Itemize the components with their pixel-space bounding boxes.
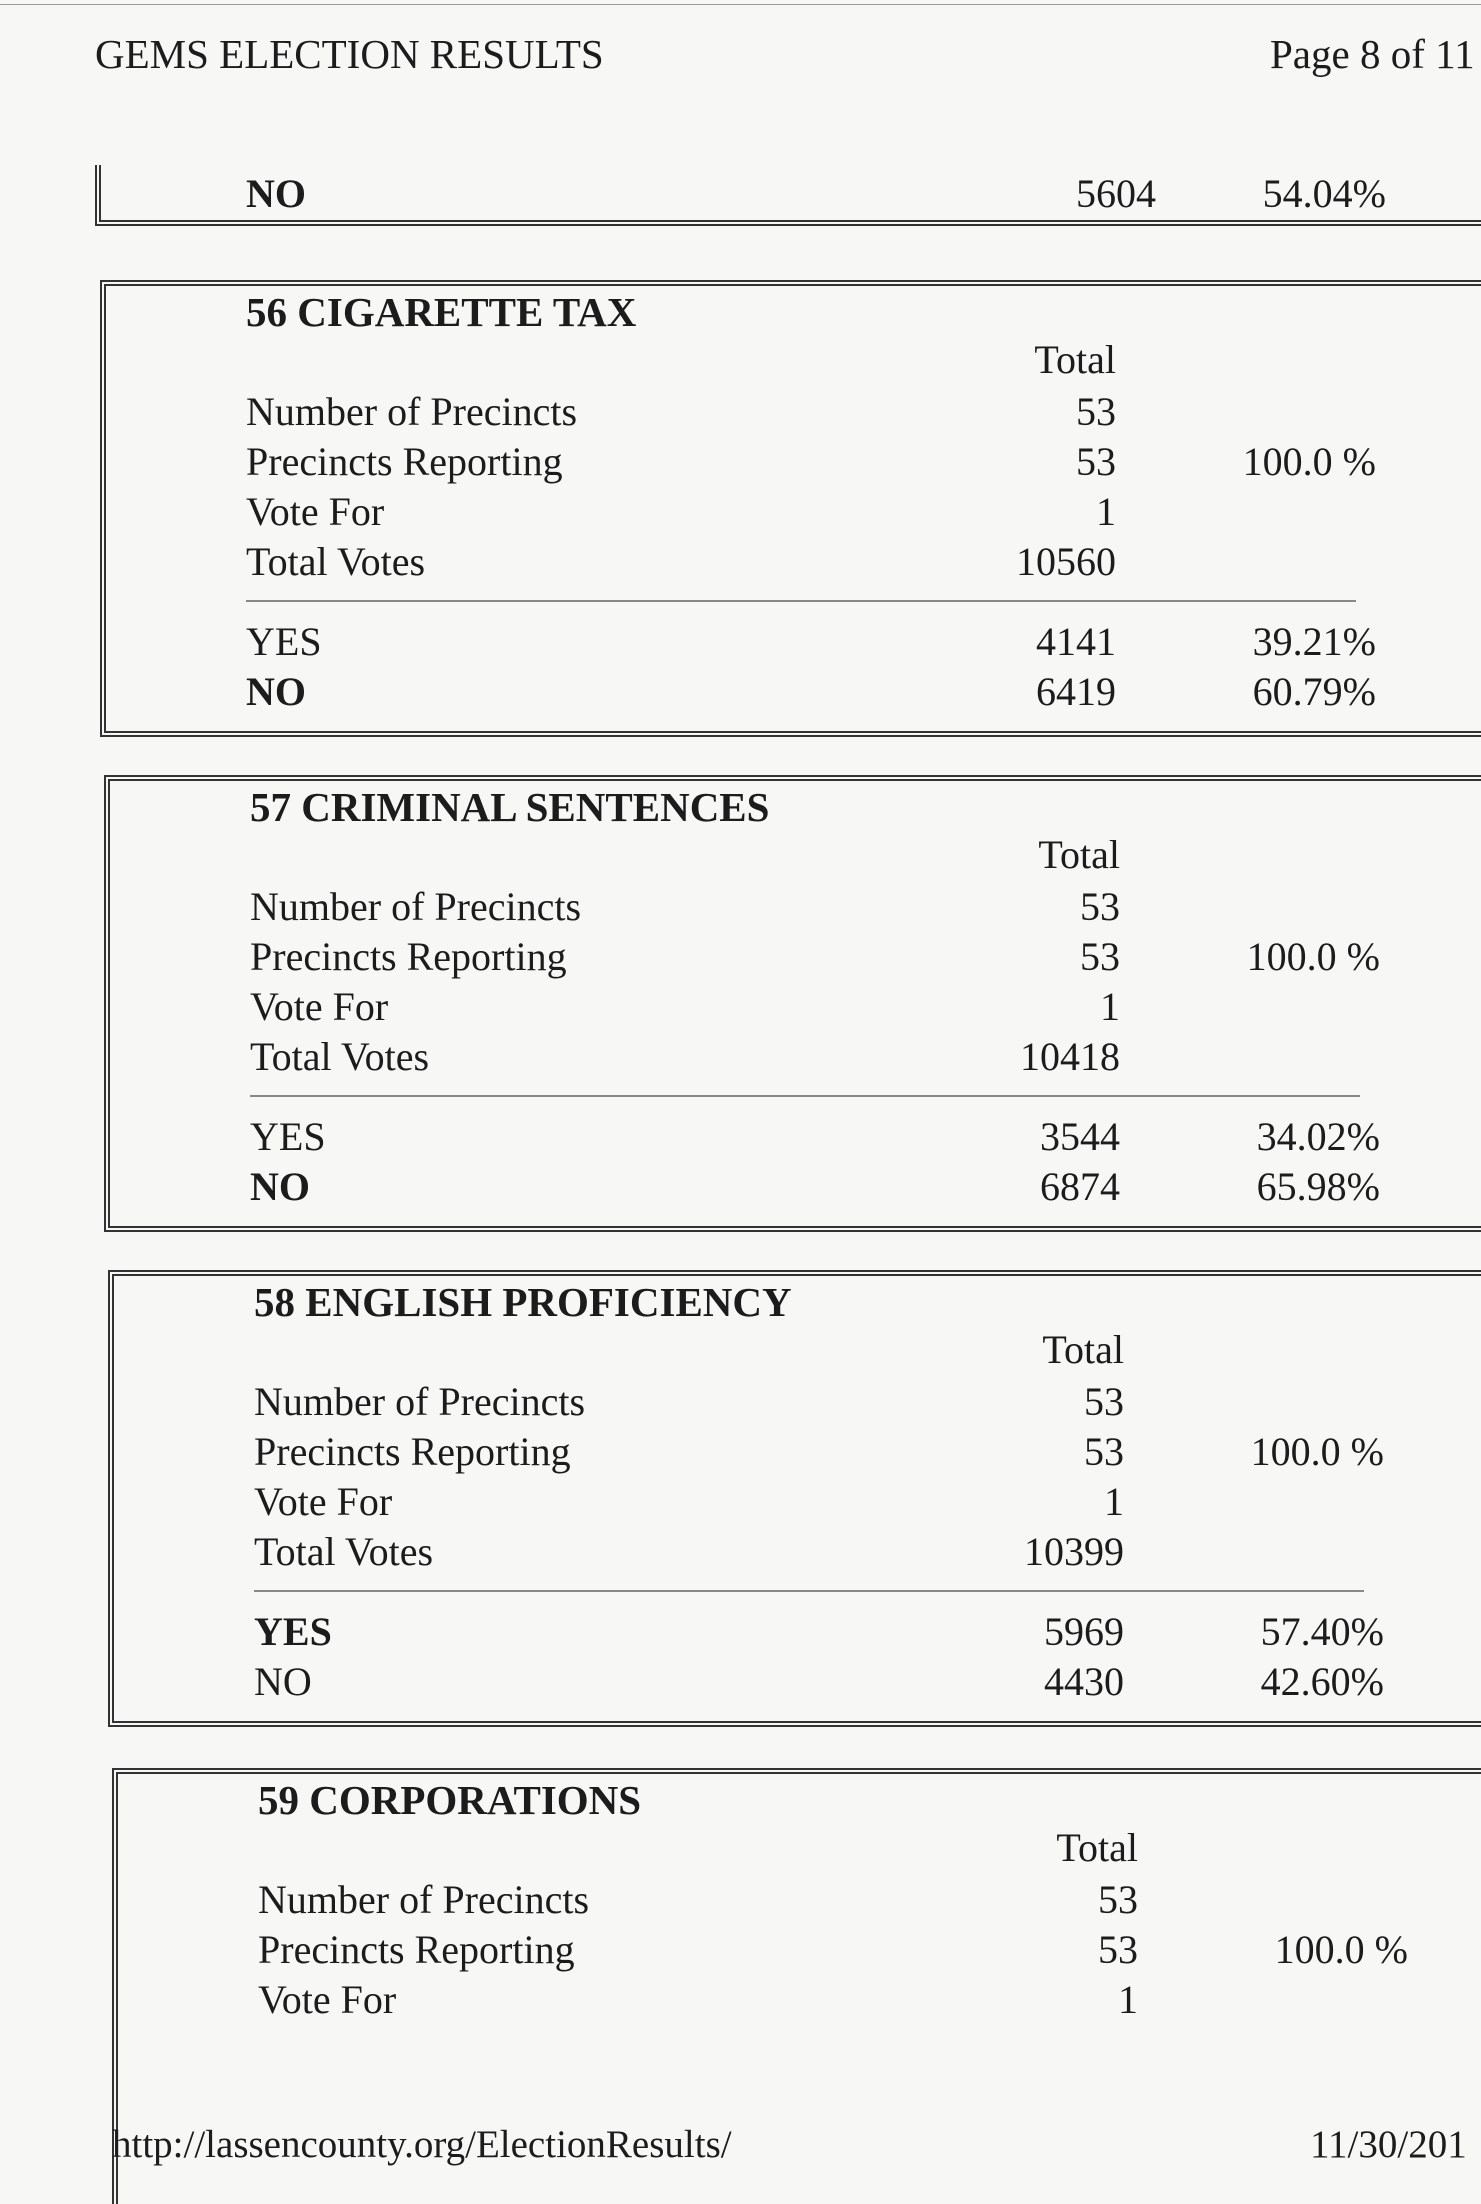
contest-title: 58 ENGLISH PROFICIENCY — [254, 1279, 792, 1325]
stat-value: 10560 — [1016, 539, 1116, 584]
result-votes: 6874 — [1040, 1164, 1120, 1209]
total-column-header: Total — [1042, 1327, 1124, 1372]
stat-percent: 100.0 % — [1242, 439, 1376, 484]
contest-title: 57 CRIMINAL SENTENCES — [250, 784, 770, 830]
stat-value: 53 — [1080, 934, 1120, 979]
stat-percent: 100.0 % — [1274, 1927, 1408, 1972]
result-label: YES — [250, 1114, 326, 1159]
results-separator — [250, 1095, 1360, 1097]
stat-value: 53 — [1098, 1927, 1138, 1972]
stat-value: 1 — [1104, 1479, 1124, 1524]
stat-label: Number of Precincts — [246, 389, 578, 434]
stat-label: Number of Precincts — [258, 1877, 590, 1922]
stat-label: Number of Precincts — [254, 1379, 586, 1424]
result-label: NO — [246, 669, 306, 714]
stat-value: 10399 — [1024, 1529, 1124, 1574]
result-label: NO — [250, 1164, 310, 1209]
contest-box — [108, 1270, 1481, 1727]
stat-value: 53 — [1098, 1877, 1138, 1922]
result-percent: 42.60% — [1260, 1659, 1384, 1704]
page-number: Page 8 of 11 — [1270, 31, 1475, 77]
result-votes: 3544 — [1040, 1114, 1120, 1159]
result-percent: 57.40% — [1260, 1609, 1384, 1654]
result-percent: 54.04% — [1262, 171, 1386, 216]
stat-label: Precincts Reporting — [254, 1429, 571, 1474]
result-votes: 4430 — [1044, 1659, 1124, 1704]
total-column-header: Total — [1038, 832, 1120, 877]
stat-label: Precincts Reporting — [250, 934, 567, 979]
total-column-header: Total — [1056, 1825, 1138, 1870]
results-separator — [246, 600, 1356, 602]
stat-value: 53 — [1084, 1379, 1124, 1424]
results-separator — [254, 1590, 1364, 1592]
contest-box — [104, 775, 1481, 1232]
stat-value: 1 — [1118, 1977, 1138, 2022]
result-percent: 34.02% — [1256, 1114, 1380, 1159]
footer-url: http://lassencounty.org/ElectionResults/ — [112, 2123, 732, 2166]
result-percent: 39.21% — [1252, 619, 1376, 664]
stat-percent: 100.0 % — [1250, 1429, 1384, 1474]
stat-value: 53 — [1076, 389, 1116, 434]
result-votes: 6419 — [1036, 669, 1116, 714]
result-label: NO — [246, 171, 306, 216]
result-label: NO — [254, 1659, 312, 1704]
stat-label: Precincts Reporting — [246, 439, 563, 484]
result-votes: 4141 — [1036, 619, 1116, 664]
contest-title: 56 CIGARETTE TAX — [246, 289, 637, 335]
result-votes: 5604 — [1076, 171, 1156, 216]
stat-label: Vote For — [258, 1977, 397, 2022]
total-column-header: Total — [1034, 337, 1116, 382]
page-top-edge — [0, 0, 1481, 5]
contest-title: 59 CORPORATIONS — [258, 1777, 642, 1823]
stat-value: 1 — [1096, 489, 1116, 534]
result-label: YES — [254, 1609, 332, 1654]
stat-label: Total Votes — [254, 1529, 434, 1574]
stat-label: Total Votes — [250, 1034, 430, 1079]
stat-value: 53 — [1076, 439, 1116, 484]
stat-label: Precincts Reporting — [258, 1927, 575, 1972]
stat-label: Total Votes — [246, 539, 426, 584]
result-label: YES — [246, 619, 322, 664]
stat-value: 53 — [1080, 884, 1120, 929]
stat-value: 1 — [1100, 984, 1120, 1029]
stat-percent: 100.0 % — [1246, 934, 1380, 979]
stat-label: Vote For — [250, 984, 389, 1029]
contest-box — [100, 280, 1481, 737]
stat-value: 10418 — [1020, 1034, 1120, 1079]
result-percent: 60.79% — [1252, 669, 1376, 714]
footer-date: 11/30/201 — [1310, 2123, 1467, 2166]
carryover-box — [95, 165, 1481, 226]
report-title: GEMS ELECTION RESULTS — [95, 31, 604, 77]
stat-label: Vote For — [246, 489, 385, 534]
stat-label: Number of Precincts — [250, 884, 582, 929]
stat-value: 53 — [1084, 1429, 1124, 1474]
result-percent: 65.98% — [1256, 1164, 1380, 1209]
result-votes: 5969 — [1044, 1609, 1124, 1654]
stat-label: Vote For — [254, 1479, 393, 1524]
